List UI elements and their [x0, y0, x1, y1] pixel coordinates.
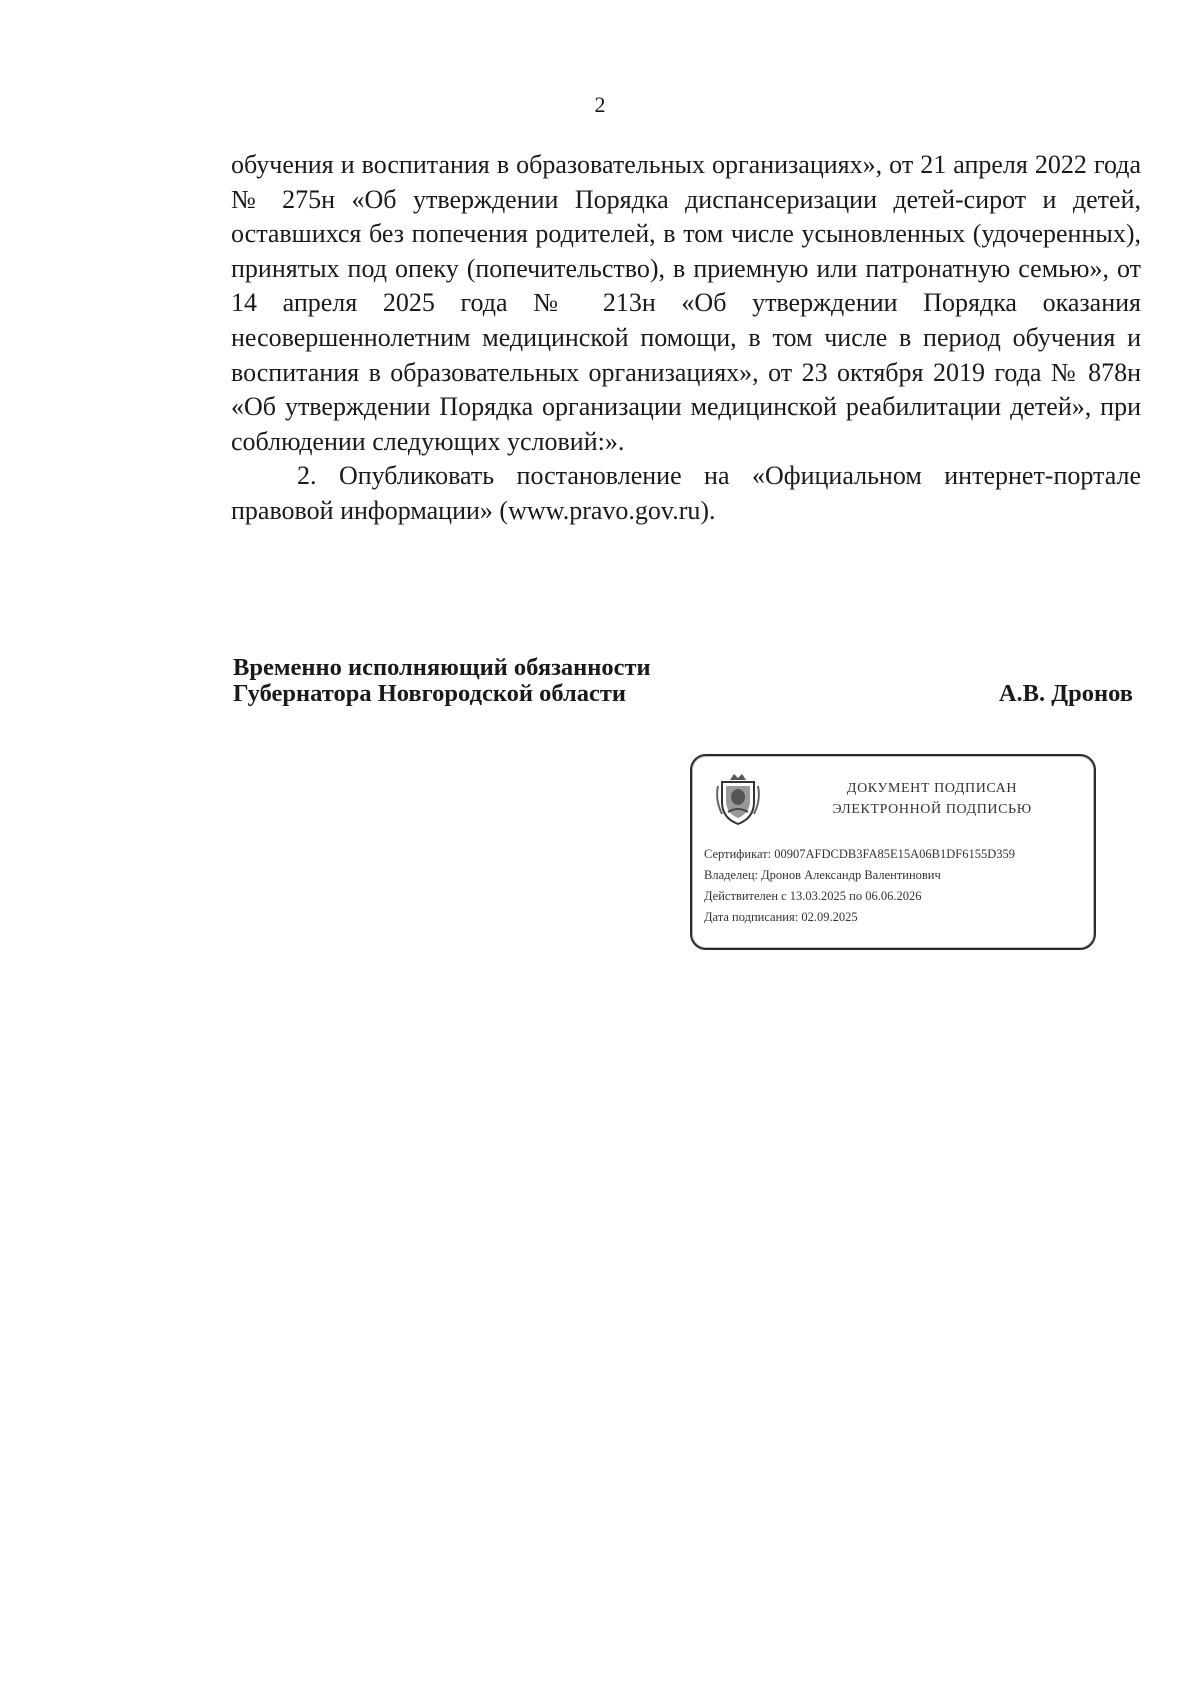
- stamp-certificate: Сертификат: 00907AFDCDB3FA85E15A06B1DF6155D359: [704, 847, 1015, 861]
- signatory-position-line-1: Временно исполняющий обязанности: [233, 654, 651, 681]
- stamp-validity: Действителен с 13.03.2025 по 06.06.2026: [704, 889, 922, 903]
- signature-block: [233, 655, 1133, 707]
- coat-of-arms-icon: [714, 770, 762, 826]
- signatory-position-line-2: Губернатора Новгородской области: [233, 680, 627, 707]
- page-number: 2: [594, 92, 606, 117]
- electronic-signature-stamp: [690, 754, 1096, 950]
- signatory-name: А.В. Дронов: [998, 680, 1133, 707]
- stamp-details: [704, 844, 1094, 928]
- stamp-title: [802, 778, 1062, 820]
- body-paragraph-1: обучения и воспитания в образовательных организациях», от 21 апреля 2022 года № 275н «Об утверждении Порядка диспансеризации детей-сирот и детей, оставшихся без попечения родителей, в том числе усыновленных (удочеренных), принятых под опеку (попечительство), в приемную или патронатную семью», от 14 апреля 2025 года № 213н «Об утверждении Порядка оказания несовершеннолетним медицинской помощи, в том числе в период обучения и воспитания в образовательных организациях», от 23 октября 2019 года № 878н «Об утверждении Порядка организации медицинской реабилитации детей», при соблюдении следующих условий:».: [231, 150, 1141, 456]
- stamp-title-line-2: ЭЛЕКТРОННОЙ ПОДПИСЬЮ: [832, 802, 1032, 817]
- body-paragraph-2: 2. Опубликовать постановление на «Официальном интернет-портале правовой информации» (www.pravo.gov.ru).: [231, 461, 1141, 525]
- document-body: [231, 148, 1141, 529]
- stamp-title-line-1: ДОКУМЕНТ ПОДПИСАН: [846, 781, 1018, 796]
- stamp-signing-date: Дата подписания: 02.09.2025: [704, 910, 858, 924]
- stamp-owner: Владелец: Дронов Александр Валентинович: [704, 868, 941, 882]
